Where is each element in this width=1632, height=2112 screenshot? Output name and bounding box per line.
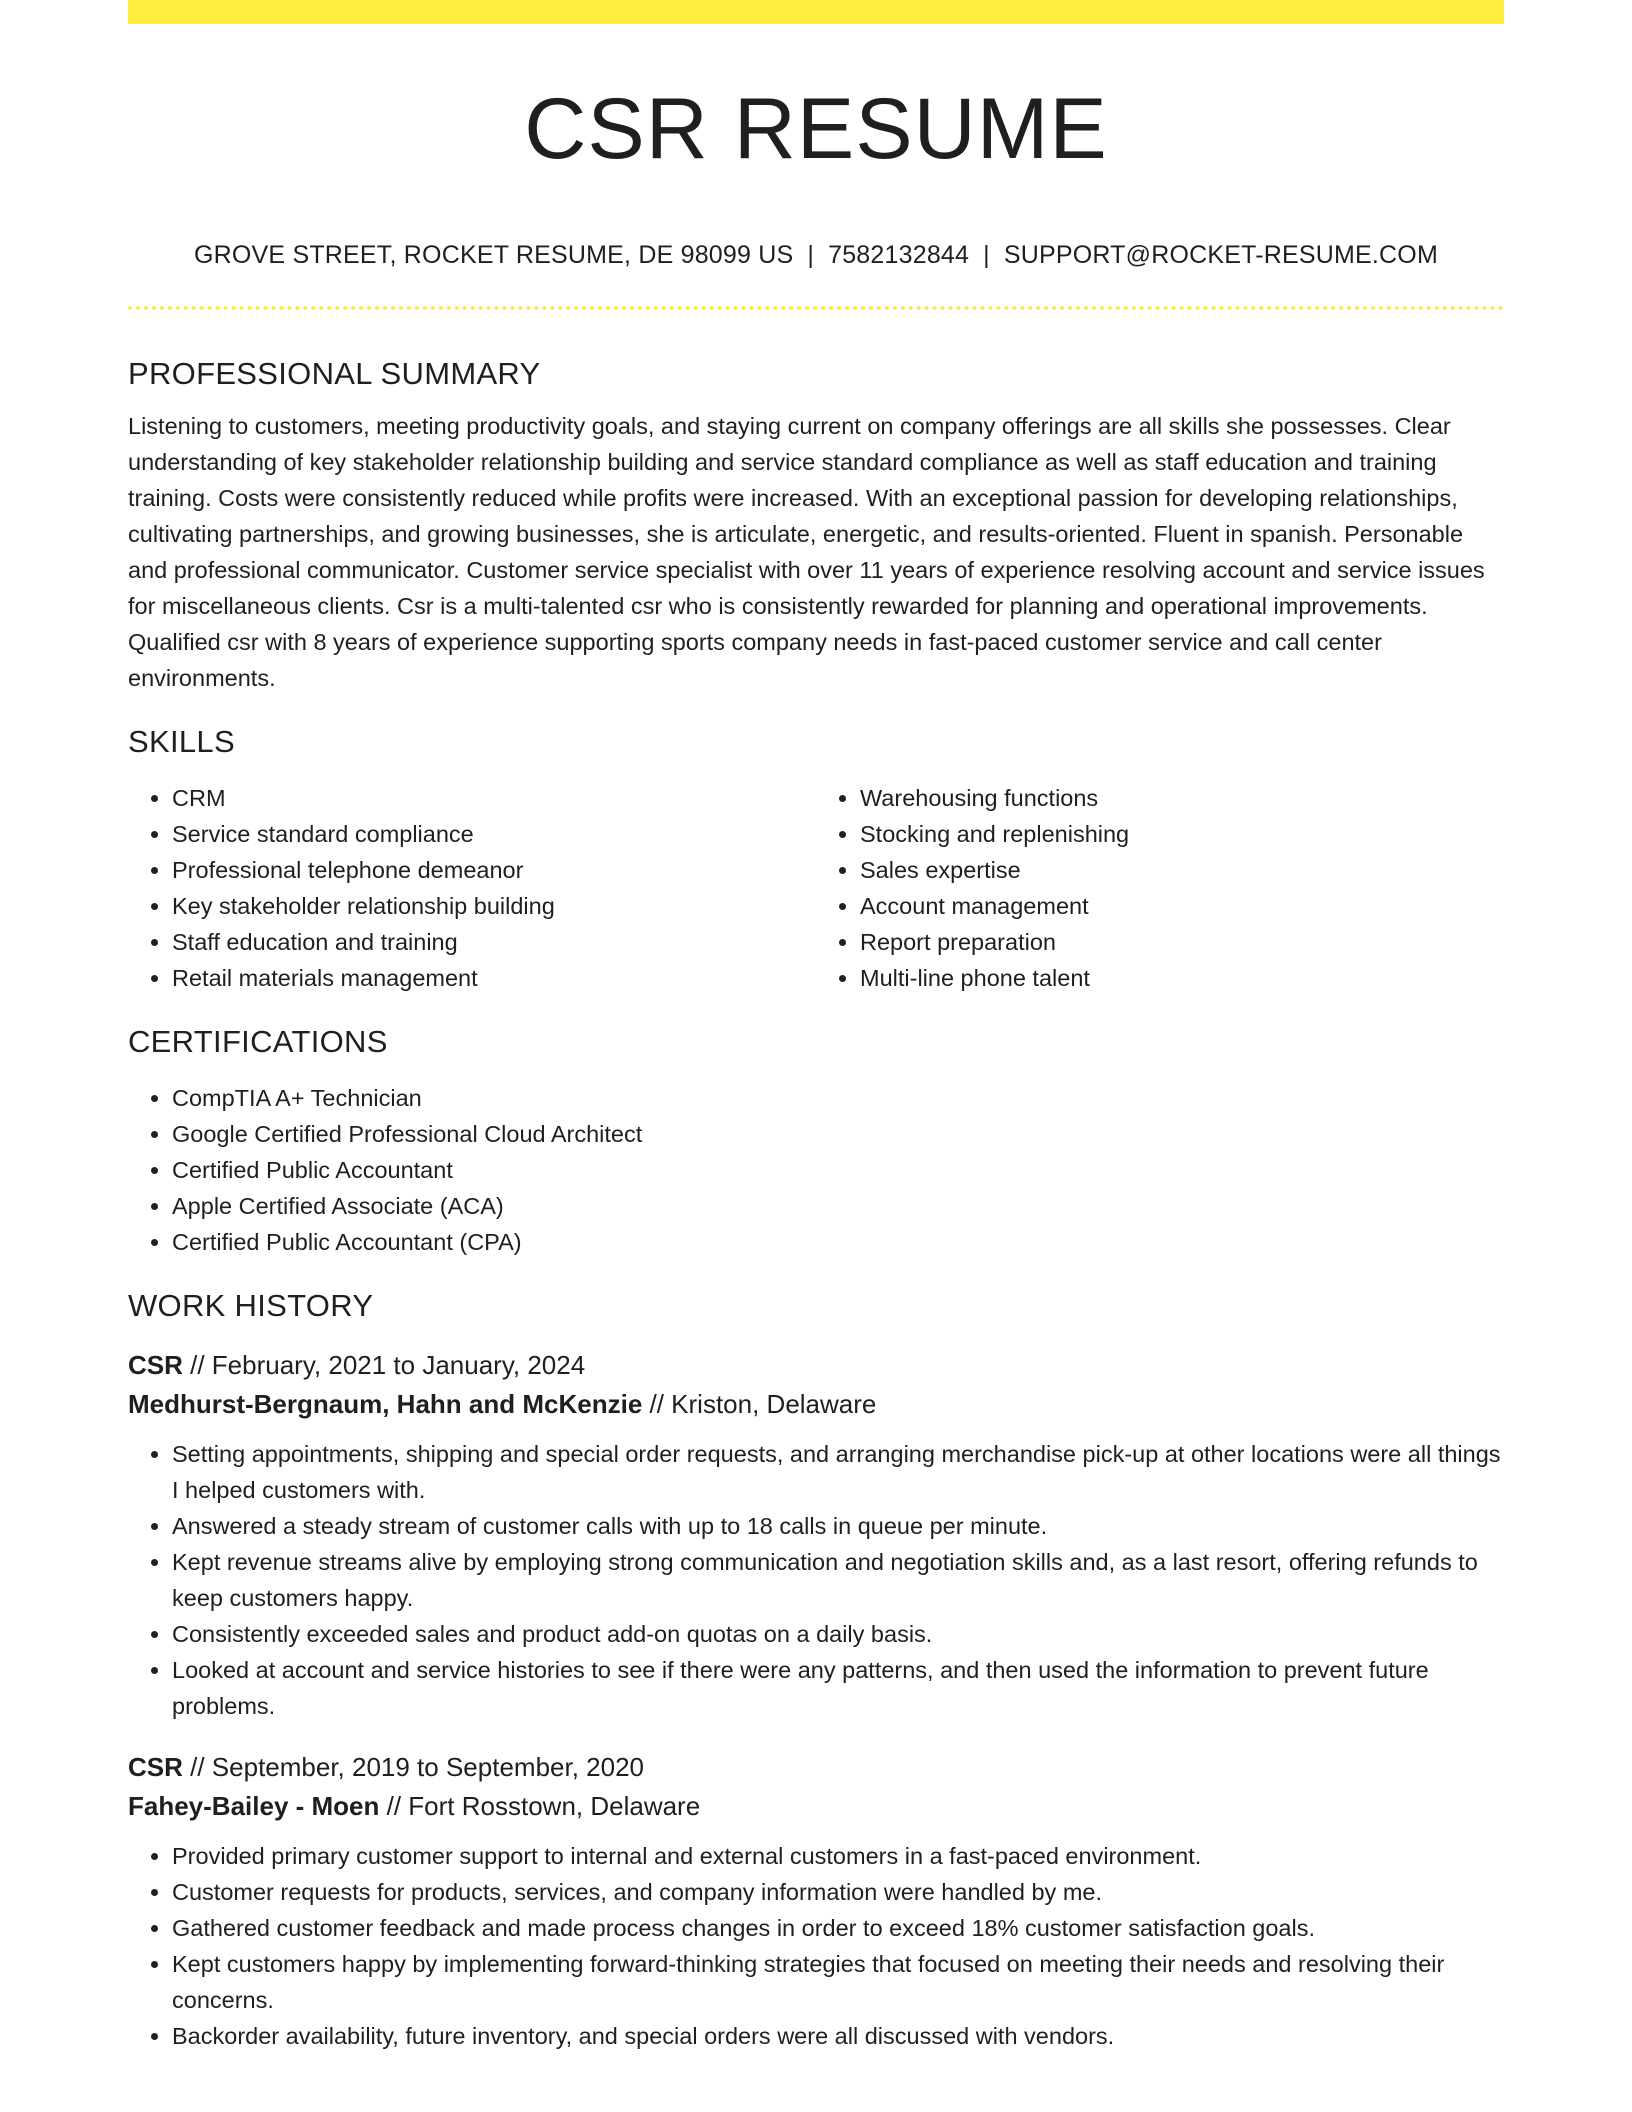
job-dates: // February, 2021 to January, 2024 bbox=[182, 1350, 586, 1380]
dotted-divider bbox=[128, 306, 1504, 310]
job-entry bbox=[128, 1346, 1504, 1724]
job-company-line bbox=[128, 1786, 1504, 1826]
job-company-line bbox=[128, 1384, 1504, 1424]
skill-item: • Service standard compliance bbox=[172, 816, 816, 852]
job-bullet: • Customer requests for products, services, and company information were handled by me. bbox=[172, 1874, 1504, 1910]
job-bullets bbox=[128, 1436, 1504, 1724]
job-bullet: • Answered a steady stream of customer calls with up to 18 calls in queue per minute. bbox=[172, 1508, 1504, 1544]
job-bullets bbox=[128, 1838, 1504, 2054]
certifications-list bbox=[128, 1080, 1504, 1260]
contact-separator: | bbox=[807, 241, 815, 269]
job-bullet: • Kept customers happy by implementing forward-thinking strategies that focused on meeting their needs and resolving their concerns. bbox=[172, 1946, 1504, 2018]
skills-columns bbox=[128, 766, 1504, 996]
skills-list-left bbox=[128, 780, 816, 996]
skill-item: • Key stakeholder relationship building bbox=[172, 888, 816, 924]
certification-item: • Apple Certified Associate (ACA) bbox=[172, 1188, 1504, 1224]
certifications-heading: CERTIFICATIONS bbox=[128, 1024, 388, 1059]
resume-title: CSR RESUME bbox=[524, 81, 1108, 177]
skill-item: • Account management bbox=[860, 888, 1504, 924]
job-title-line bbox=[128, 1346, 1504, 1384]
contact-phone: 7582132844 bbox=[828, 241, 970, 269]
skill-item: • Professional telephone demeanor bbox=[172, 852, 816, 888]
job-bullet: • Backorder availability, future inventory, and special orders were all discussed with vendors. bbox=[172, 2018, 1504, 2054]
skills-heading: SKILLS bbox=[128, 724, 235, 759]
skill-item: • Warehousing functions bbox=[860, 780, 1504, 816]
skill-item: • CRM bbox=[172, 780, 816, 816]
job-title-line bbox=[128, 1748, 1504, 1786]
job-company: Medhurst-Bergnaum, Hahn and McKenzie bbox=[128, 1389, 643, 1419]
skill-item: • Stocking and replenishing bbox=[860, 816, 1504, 852]
job-bullet: • Setting appointments, shipping and special order requests, and arranging merchandise pick-up at other locations were all things I helped customers with. bbox=[172, 1436, 1504, 1508]
job-bullet: • Looked at account and service histories to see if there were any patterns, and then used the information to prevent future problems. bbox=[172, 1652, 1504, 1724]
job-entry bbox=[128, 1748, 1504, 2054]
resume-body bbox=[128, 350, 1504, 2054]
certification-item: • Google Certified Professional Cloud Architect bbox=[172, 1116, 1504, 1152]
summary-section bbox=[128, 350, 1504, 696]
work-history-heading: WORK HISTORY bbox=[128, 1288, 374, 1323]
contact-line bbox=[128, 238, 1504, 272]
skill-item: • Retail materials management bbox=[172, 960, 816, 996]
summary-heading: PROFESSIONAL SUMMARY bbox=[128, 356, 541, 391]
accent-top-bar bbox=[128, 0, 1504, 24]
contact-address: GROVE STREET, ROCKET RESUME, DE 98099 US bbox=[194, 241, 794, 269]
certification-item: • Certified Public Accountant (CPA) bbox=[172, 1224, 1504, 1260]
certification-item: • CompTIA A+ Technician bbox=[172, 1080, 1504, 1116]
job-location: // Fort Rosstown, Delaware bbox=[379, 1791, 701, 1821]
skill-item: • Sales expertise bbox=[860, 852, 1504, 888]
work-history-section bbox=[128, 1282, 1504, 2054]
job-title: CSR bbox=[128, 1350, 183, 1380]
job-company: Fahey-Bailey - Moen bbox=[128, 1791, 380, 1821]
job-title: CSR bbox=[128, 1752, 183, 1782]
skill-item: • Report preparation bbox=[860, 924, 1504, 960]
job-bullet: • Kept revenue streams alive by employing strong communication and negotiation skills and, as a last resort, offering refunds to keep customers happy. bbox=[172, 1544, 1504, 1616]
contact-separator: | bbox=[983, 241, 990, 269]
job-bullet: • Provided primary customer support to internal and external customers in a fast-paced environment. bbox=[172, 1838, 1504, 1874]
job-location: // Kriston, Delaware bbox=[642, 1389, 877, 1419]
contact-email: SUPPORT@ROCKET-RESUME.COM bbox=[1003, 241, 1438, 269]
summary-text: Listening to customers, meeting productivity goals, and staying current on company offerings are all skills she possesses. Clear understanding of key stakeholder relationship building and service standard compliance as well as staff education and training training. Costs were consistently reduced while profits were increased. With an exceptional passion for developing relationships, cultivating partnerships, and growing businesses, she is articulate, energetic, and results-oriented. Fluent in spanish. Personable and professional communicator. Customer service specialist with over 11 years of experience resolving account and service issues for miscellaneous clients. Csr is a multi-talented csr who is consistently rewarded for planning and operational improvements. Qualified csr with 8 years of experience supporting sports company needs in fast-paced customer service and call center environments. bbox=[128, 413, 1485, 691]
certification-item: • Certified Public Accountant bbox=[172, 1152, 1504, 1188]
job-bullet: • Consistently exceeded sales and product add-on quotas on a daily basis. bbox=[172, 1616, 1504, 1652]
job-dates: // September, 2019 to September, 2020 bbox=[182, 1752, 644, 1782]
skill-item: • Multi-line phone talent bbox=[860, 960, 1504, 996]
certifications-section bbox=[128, 1018, 1504, 1260]
skill-item: • Staff education and training bbox=[172, 924, 816, 960]
skills-list-right bbox=[816, 780, 1504, 996]
job-bullet: • Gathered customer feedback and made process changes in order to exceed 18% customer satisfaction goals. bbox=[172, 1910, 1504, 1946]
skills-section bbox=[128, 718, 1504, 996]
